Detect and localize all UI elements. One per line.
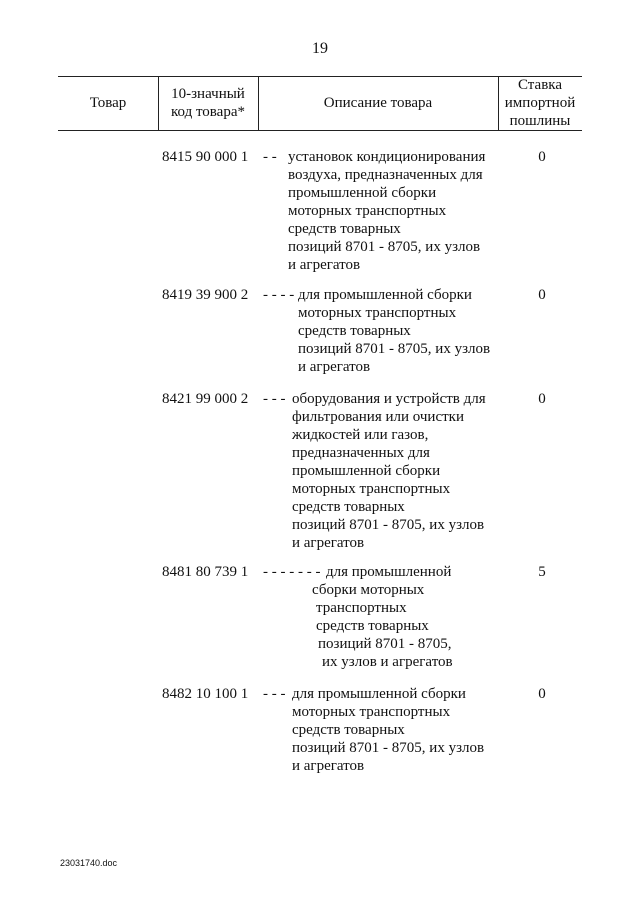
description-line: оборудования и устройств для (292, 391, 486, 407)
import-duty-rate: 5 (538, 564, 546, 580)
dash-marker: - - - - - - - (263, 564, 321, 580)
description-line: транспортных (316, 600, 407, 616)
goods-description (312, 563, 453, 671)
description-line: средств товарных (292, 722, 405, 738)
description-line: промышленной сборки (288, 185, 437, 201)
header-goods-text: Товар (89, 95, 127, 111)
dash-marker: - - - (263, 391, 286, 407)
goods-description (292, 390, 486, 552)
description-line: воздуха, предназначенных для (288, 167, 483, 183)
header-rate-line2: импортной (504, 95, 576, 111)
description-line: моторных транспортных (298, 305, 457, 321)
description-line: средств товарных (288, 221, 401, 237)
description-line: для промышленной сборки (298, 287, 472, 303)
header-description (258, 76, 498, 130)
table-rule-bottom (58, 130, 582, 131)
description-line: и агрегатов (292, 758, 365, 774)
import-duty-rate: 0 (538, 149, 546, 165)
goods-code: 8419 39 900 2 (162, 287, 249, 303)
description-line: моторных транспортных (292, 704, 451, 720)
description-line: предназначенных для (292, 445, 430, 461)
goods-description (298, 286, 490, 376)
header-code-line1: 10-значный (171, 86, 245, 102)
description-line: позиций 8701 - 8705, их узлов (288, 239, 481, 255)
description-line: позиций 8701 - 8705, их узлов (292, 740, 485, 756)
page-number: 19 (312, 40, 328, 57)
description-line: средств товарных (292, 499, 405, 515)
description-line: сборки моторных (312, 582, 425, 598)
header-rate-line3: пошлины (509, 113, 571, 129)
dash-marker: - - (263, 149, 277, 165)
goods-code: 8421 99 000 2 (162, 391, 249, 407)
description-line: и агрегатов (298, 359, 371, 375)
description-line: моторных транспортных (292, 481, 451, 497)
description-line: и агрегатов (292, 535, 365, 551)
header-code-line2: код товара* (170, 104, 246, 120)
goods-description (292, 685, 484, 775)
description-line: и агрегатов (288, 257, 361, 273)
header-goods (58, 76, 158, 130)
description-line: позиций 8701 - 8705, их узлов (292, 517, 485, 533)
description-line: для промышленной (326, 564, 452, 580)
description-line: фильтрования или очистки (292, 409, 464, 425)
description-line: позиций 8701 - 8705, их узлов (298, 341, 491, 357)
description-line: установок кондиционирования (288, 149, 486, 165)
header-description-text: Описание товара (323, 95, 433, 111)
description-line: средств товарных (298, 323, 411, 339)
goods-code: 8481 80 739 1 (162, 564, 249, 580)
goods-code: 8415 90 000 1 (162, 149, 249, 165)
description-line: жидкостей или газов, (292, 427, 429, 443)
description-line: средств товарных (316, 618, 429, 634)
header-rate-line1: Ставка (517, 77, 562, 93)
description-line: позиций 8701 - 8705, (318, 636, 452, 652)
import-duty-rate: 0 (538, 287, 546, 303)
description-line: их узлов и агрегатов (322, 654, 453, 670)
description-line: для промышленной сборки (292, 686, 466, 702)
dash-marker: - - - - (263, 287, 295, 303)
document-footer: 23031740.doc (60, 858, 118, 868)
goods-description (288, 148, 485, 274)
dash-marker: - - - (263, 686, 286, 702)
import-duty-rate: 0 (538, 391, 546, 407)
header-rate (498, 76, 582, 130)
goods-code: 8482 10 100 1 (162, 686, 249, 702)
import-duty-rate: 0 (538, 686, 546, 702)
description-line: моторных транспортных (288, 203, 447, 219)
description-line: промышленной сборки (292, 463, 441, 479)
header-code (158, 76, 258, 130)
